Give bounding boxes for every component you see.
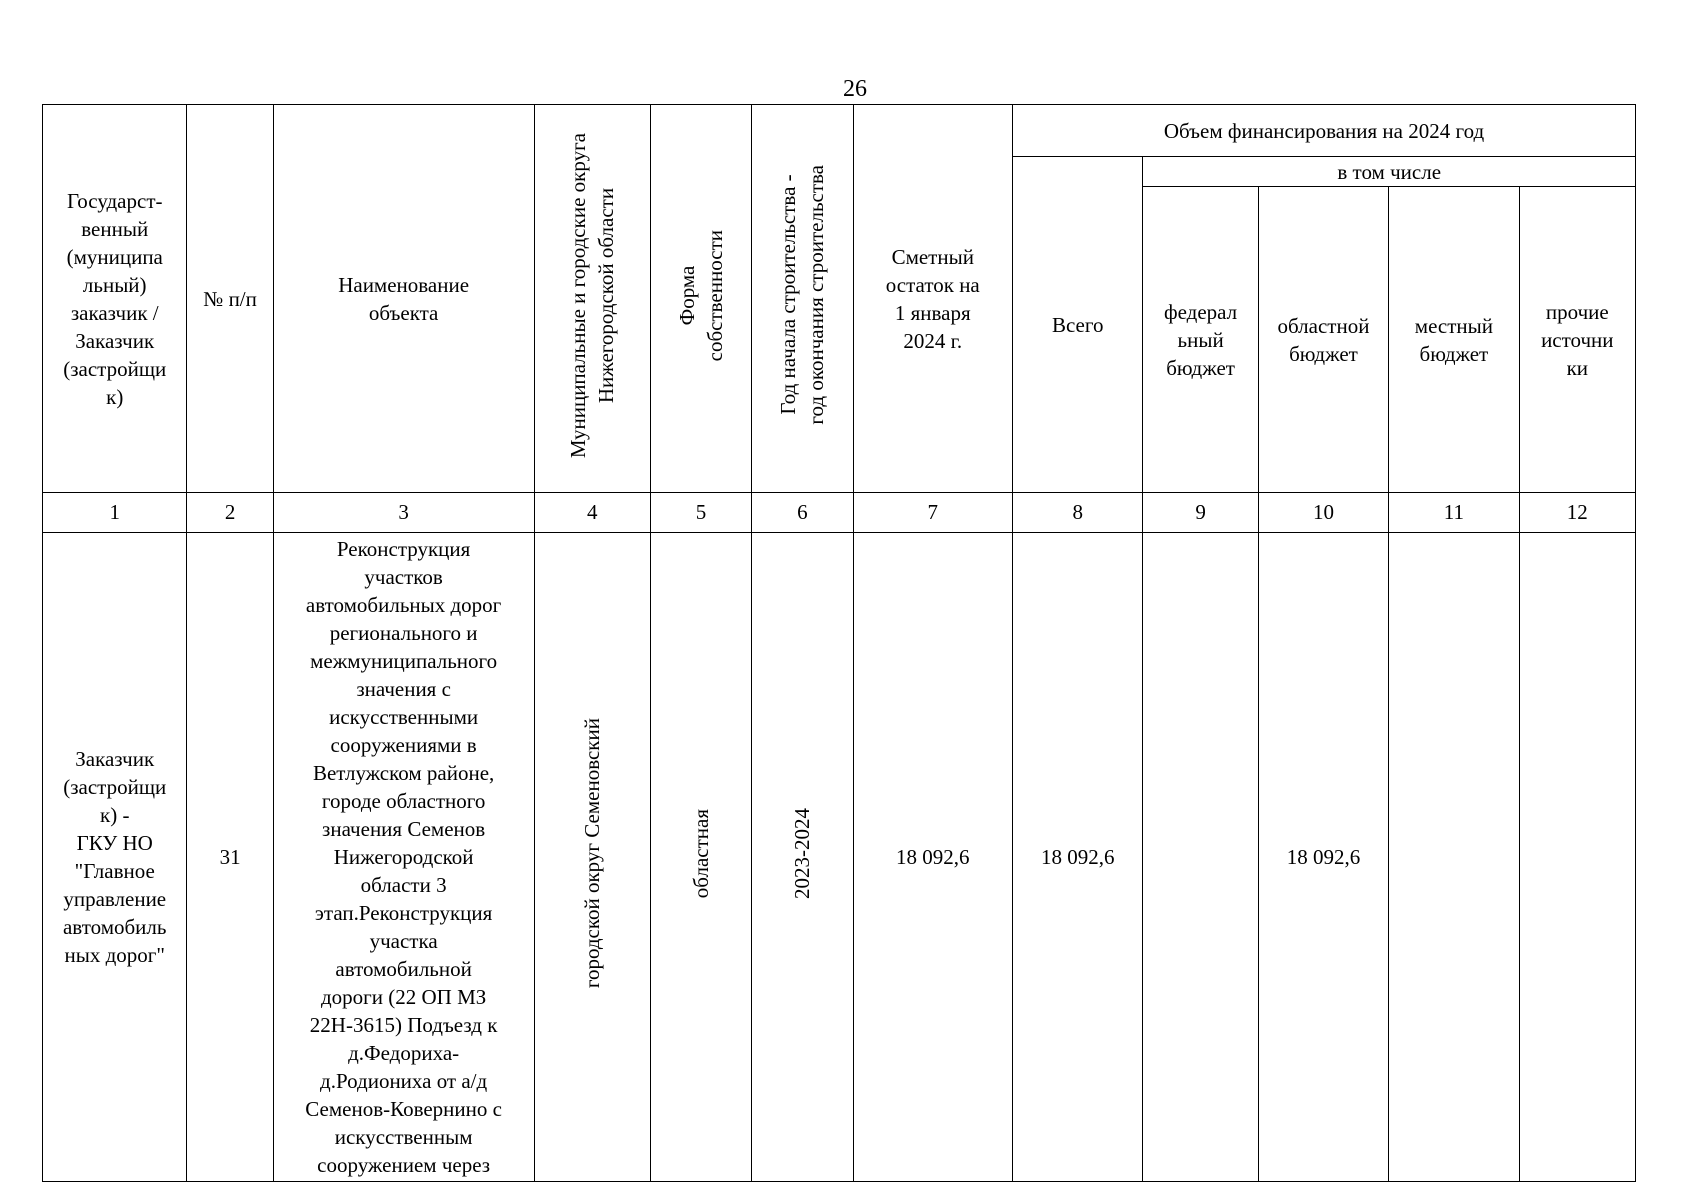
header-customer-text: Государст- венный (муниципа льный) заказчик / Заказчик (застройщи к) (63, 188, 167, 409)
header-including (1143, 157, 1636, 187)
object-line: автомобильных дорог (305, 592, 502, 617)
object-line: сооружениями в (330, 732, 477, 757)
object-line: значения Семенов (322, 816, 486, 841)
row-regional: 18 092,6 (1258, 532, 1388, 1181)
object-line: сооружением через (317, 1152, 491, 1177)
object-line: межмуниципального (310, 648, 498, 673)
object-line: автомобильной (335, 956, 472, 981)
header-ownership-text: Форма собственности (675, 229, 728, 361)
column-number: 12 (1519, 493, 1635, 532)
header-ownership (650, 105, 751, 493)
object-line: искусственным (334, 1124, 473, 1149)
row-federal (1143, 532, 1258, 1181)
row-object-name (273, 532, 534, 1181)
row-years (752, 532, 853, 1181)
row-balance: 18 092,6 (853, 532, 1013, 1181)
row-years-text: 2023-2024 (790, 807, 815, 899)
object-line: участков (364, 564, 443, 589)
page-number: 26 (843, 76, 867, 102)
column-number: 11 (1389, 493, 1519, 532)
column-number: 7 (853, 493, 1013, 532)
row-ownership (650, 532, 751, 1181)
column-number: 9 (1143, 493, 1258, 532)
header-other-text: прочие источни ки (1541, 299, 1614, 380)
object-line: Нижегородской (333, 844, 474, 869)
row-local (1389, 532, 1519, 1181)
object-line: д.Федориха- (348, 1040, 460, 1065)
header-balance-text: Сметный остаток на 1 января 2024 г. (885, 244, 980, 353)
header-local (1389, 187, 1519, 493)
row-other (1519, 532, 1635, 1181)
object-line: городе областного (321, 788, 486, 813)
header-regional-text: областной бюджет (1277, 313, 1370, 366)
header-other (1519, 187, 1635, 493)
object-line: д.Родиониха от а/д (320, 1068, 488, 1093)
column-number-row (43, 493, 1636, 532)
header-regional (1258, 187, 1388, 493)
header-customer (43, 105, 187, 493)
header-financing (1013, 105, 1636, 157)
header-total (1013, 157, 1143, 493)
header-years (752, 105, 853, 493)
object-line: области 3 (360, 872, 447, 897)
column-number: 10 (1258, 493, 1388, 532)
object-line: участка (369, 928, 438, 953)
row-district (534, 532, 650, 1181)
object-line: 22Н-3615) Подъезд к (309, 1012, 498, 1037)
column-number: 8 (1013, 493, 1143, 532)
row-number: 31 (187, 532, 273, 1181)
header-balance (853, 105, 1013, 493)
object-line: этап.Реконструкция (314, 900, 493, 925)
object-line: искусственными (329, 704, 479, 729)
financing-table (42, 104, 1636, 1182)
header-local-text: местный бюджет (1414, 313, 1493, 366)
row-ownership-text: областная (689, 808, 714, 898)
object-line: Реконструкция (336, 536, 471, 561)
header-years-text: Год начала строительства - год окончания строительства (776, 165, 829, 425)
object-line: Ветлужском районе, (312, 760, 495, 785)
header-object-name (273, 105, 534, 493)
column-number: 2 (187, 493, 273, 532)
row-total: 18 092,6 (1013, 532, 1143, 1181)
object-line: Семенов-Ковернино с (305, 1096, 502, 1121)
header-districts-text: Муниципальные и городские округа Нижегородской области (566, 132, 619, 458)
column-number: 1 (43, 493, 187, 532)
header-financing-text: Объем финансирования на 2024 год (1163, 118, 1485, 143)
row-customer (43, 532, 187, 1181)
column-number: 3 (273, 493, 534, 532)
header-object-name-text: Наименование объекта (338, 272, 470, 325)
object-line: регионального и (329, 620, 478, 645)
column-number: 5 (650, 493, 751, 532)
header-number-text: № п/п (203, 286, 257, 311)
header-total-text: Всего (1051, 312, 1104, 337)
header-districts (534, 105, 650, 493)
object-line: значения с (356, 676, 451, 701)
row-customer-text: Заказчик (застройщи к) - ГКУ НО "Главное управление автомобиль ных дорог" (62, 746, 167, 967)
header-including-text: в том числе (1337, 159, 1442, 184)
column-number: 6 (752, 493, 853, 532)
header-number (187, 105, 273, 493)
column-number: 4 (534, 493, 650, 532)
header-federal-text: федерал ьный бюджет (1164, 299, 1238, 380)
object-line: дороги (22 ОП МЗ (320, 984, 487, 1009)
row-district-text: городской округ Семеновский (580, 718, 605, 989)
table-row (43, 532, 1636, 1181)
header-federal (1143, 187, 1258, 493)
